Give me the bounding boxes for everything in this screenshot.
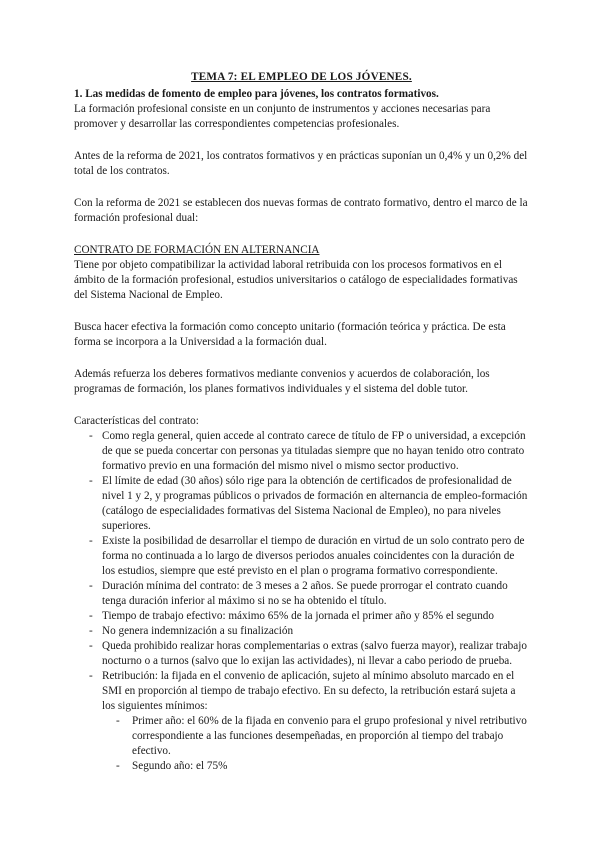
list-item-retribution [74, 669, 529, 774]
reform-before-paragraph: Antes de la reforma de 2021, los contratos formativos y en prácticas suponían un 0,4% y un 0,2% del total de los contratos. [74, 150, 528, 177]
reform-after-paragraph: Con la reforma de 2021 se establecen dos nuevas formas de contrato formativo, dentro el marco de la formación profesional dual: [74, 197, 528, 224]
document-title: TEMA 7: EL EMPLEO DE LOS JÓVENES. [191, 71, 412, 83]
retribution-text: Retribución: la fijada en el convenio de aplicación, sujeto al mínimo absoluto marcado en el SMI en proporción al tiempo de trabajo efectivo. En su defecto, la retribución estará sujeta a los siguientes mínimos: [102, 670, 516, 712]
retribution-minimums-list [102, 714, 529, 774]
list-item: - No genera indemnización a su finalización [74, 624, 529, 639]
contract-heading: CONTRATO DE FORMACIÓN EN ALTERNANCIA [74, 244, 320, 256]
unitary-paragraph: Busca hacer efectiva la formación como concepto unitario (formación teórica y práctica. De esta forma se incorpora a la Universidad a la formación dual. [74, 321, 506, 348]
list-item: - Duración mínima del contrato: de 3 meses a 2 años. Se puede prorrogar el contrato cuando tenga duración inferior al máximo si no se ha obtenido el título. [74, 579, 529, 609]
intro-paragraph: La formación profesional consiste en un conjunto de instrumentos y acciones necesarias para promover y desarrollar las correspondientes competencias profesionales. [74, 103, 491, 130]
object-paragraph: Tiene por objeto compatibilizar la actividad laboral retribuida con los procesos formativos en el ámbito de la formación profesional, estudios universitarios o catálogo de especialidades formativas del Sistema Nacional de Empleo. [74, 259, 518, 301]
list-item: - Tiempo de trabajo efectivo: máximo 65% de la jornada el primer año y 85% el segundo [74, 609, 529, 624]
list-item: - El límite de edad (30 años) sólo rige para la obtención de certificados de profesionalidad de nivel 1 y 2, y programas públicos o privados de formación en alternancia de empleo-formación (catálogo de especialidades formativas del Sistema Nacional de Empleo), no para niveles superiores. [74, 474, 529, 534]
sub-list-item: - Primer año: el 60% de la fijada en convenio para el grupo profesional y nivel retributivo correspondiente a las funciones desempeñadas, en proporción al tiempo del trabajo efectivo. [102, 714, 529, 759]
section-heading: 1. Las medidas de fomento de empleo para jóvenes, los contratos formativos. [74, 88, 439, 100]
sub-list-item: - Segundo año: el 75% [102, 759, 529, 774]
characteristics-list [74, 429, 529, 774]
list-item: - Existe la posibilidad de desarrollar el tiempo de duración en virtud de un solo contrato pero de forma no continuada a lo largo de diversos periodos anuales coincidentes con la duración de los estudios, siempre que esté previsto en el plan o programa formativo correspondiente. [74, 534, 529, 579]
document-page [74, 70, 529, 774]
characteristics-label: Características del contrato: [74, 415, 199, 427]
duties-paragraph: Además refuerza los deberes formativos mediante convenios y acuerdos de colaboración, los programas de formación, los planes formativos individuales y el sistema del doble tutor. [74, 368, 490, 395]
list-item: - Como regla general, quien accede al contrato carece de título de FP o universidad, a excepción de que se pueda concertar con personas ya tituladas siempre que no hayan tenido otro contrato formativo previo en una formación del mismo nivel o mismo sector productivo. [74, 429, 529, 474]
list-item: - Queda prohibido realizar horas complementarias o extras (salvo fuerza mayor), realizar trabajo nocturno o a turnos (salvo que lo exijan las actividades), ni llevar a cabo periodo de prueba. [74, 639, 529, 669]
